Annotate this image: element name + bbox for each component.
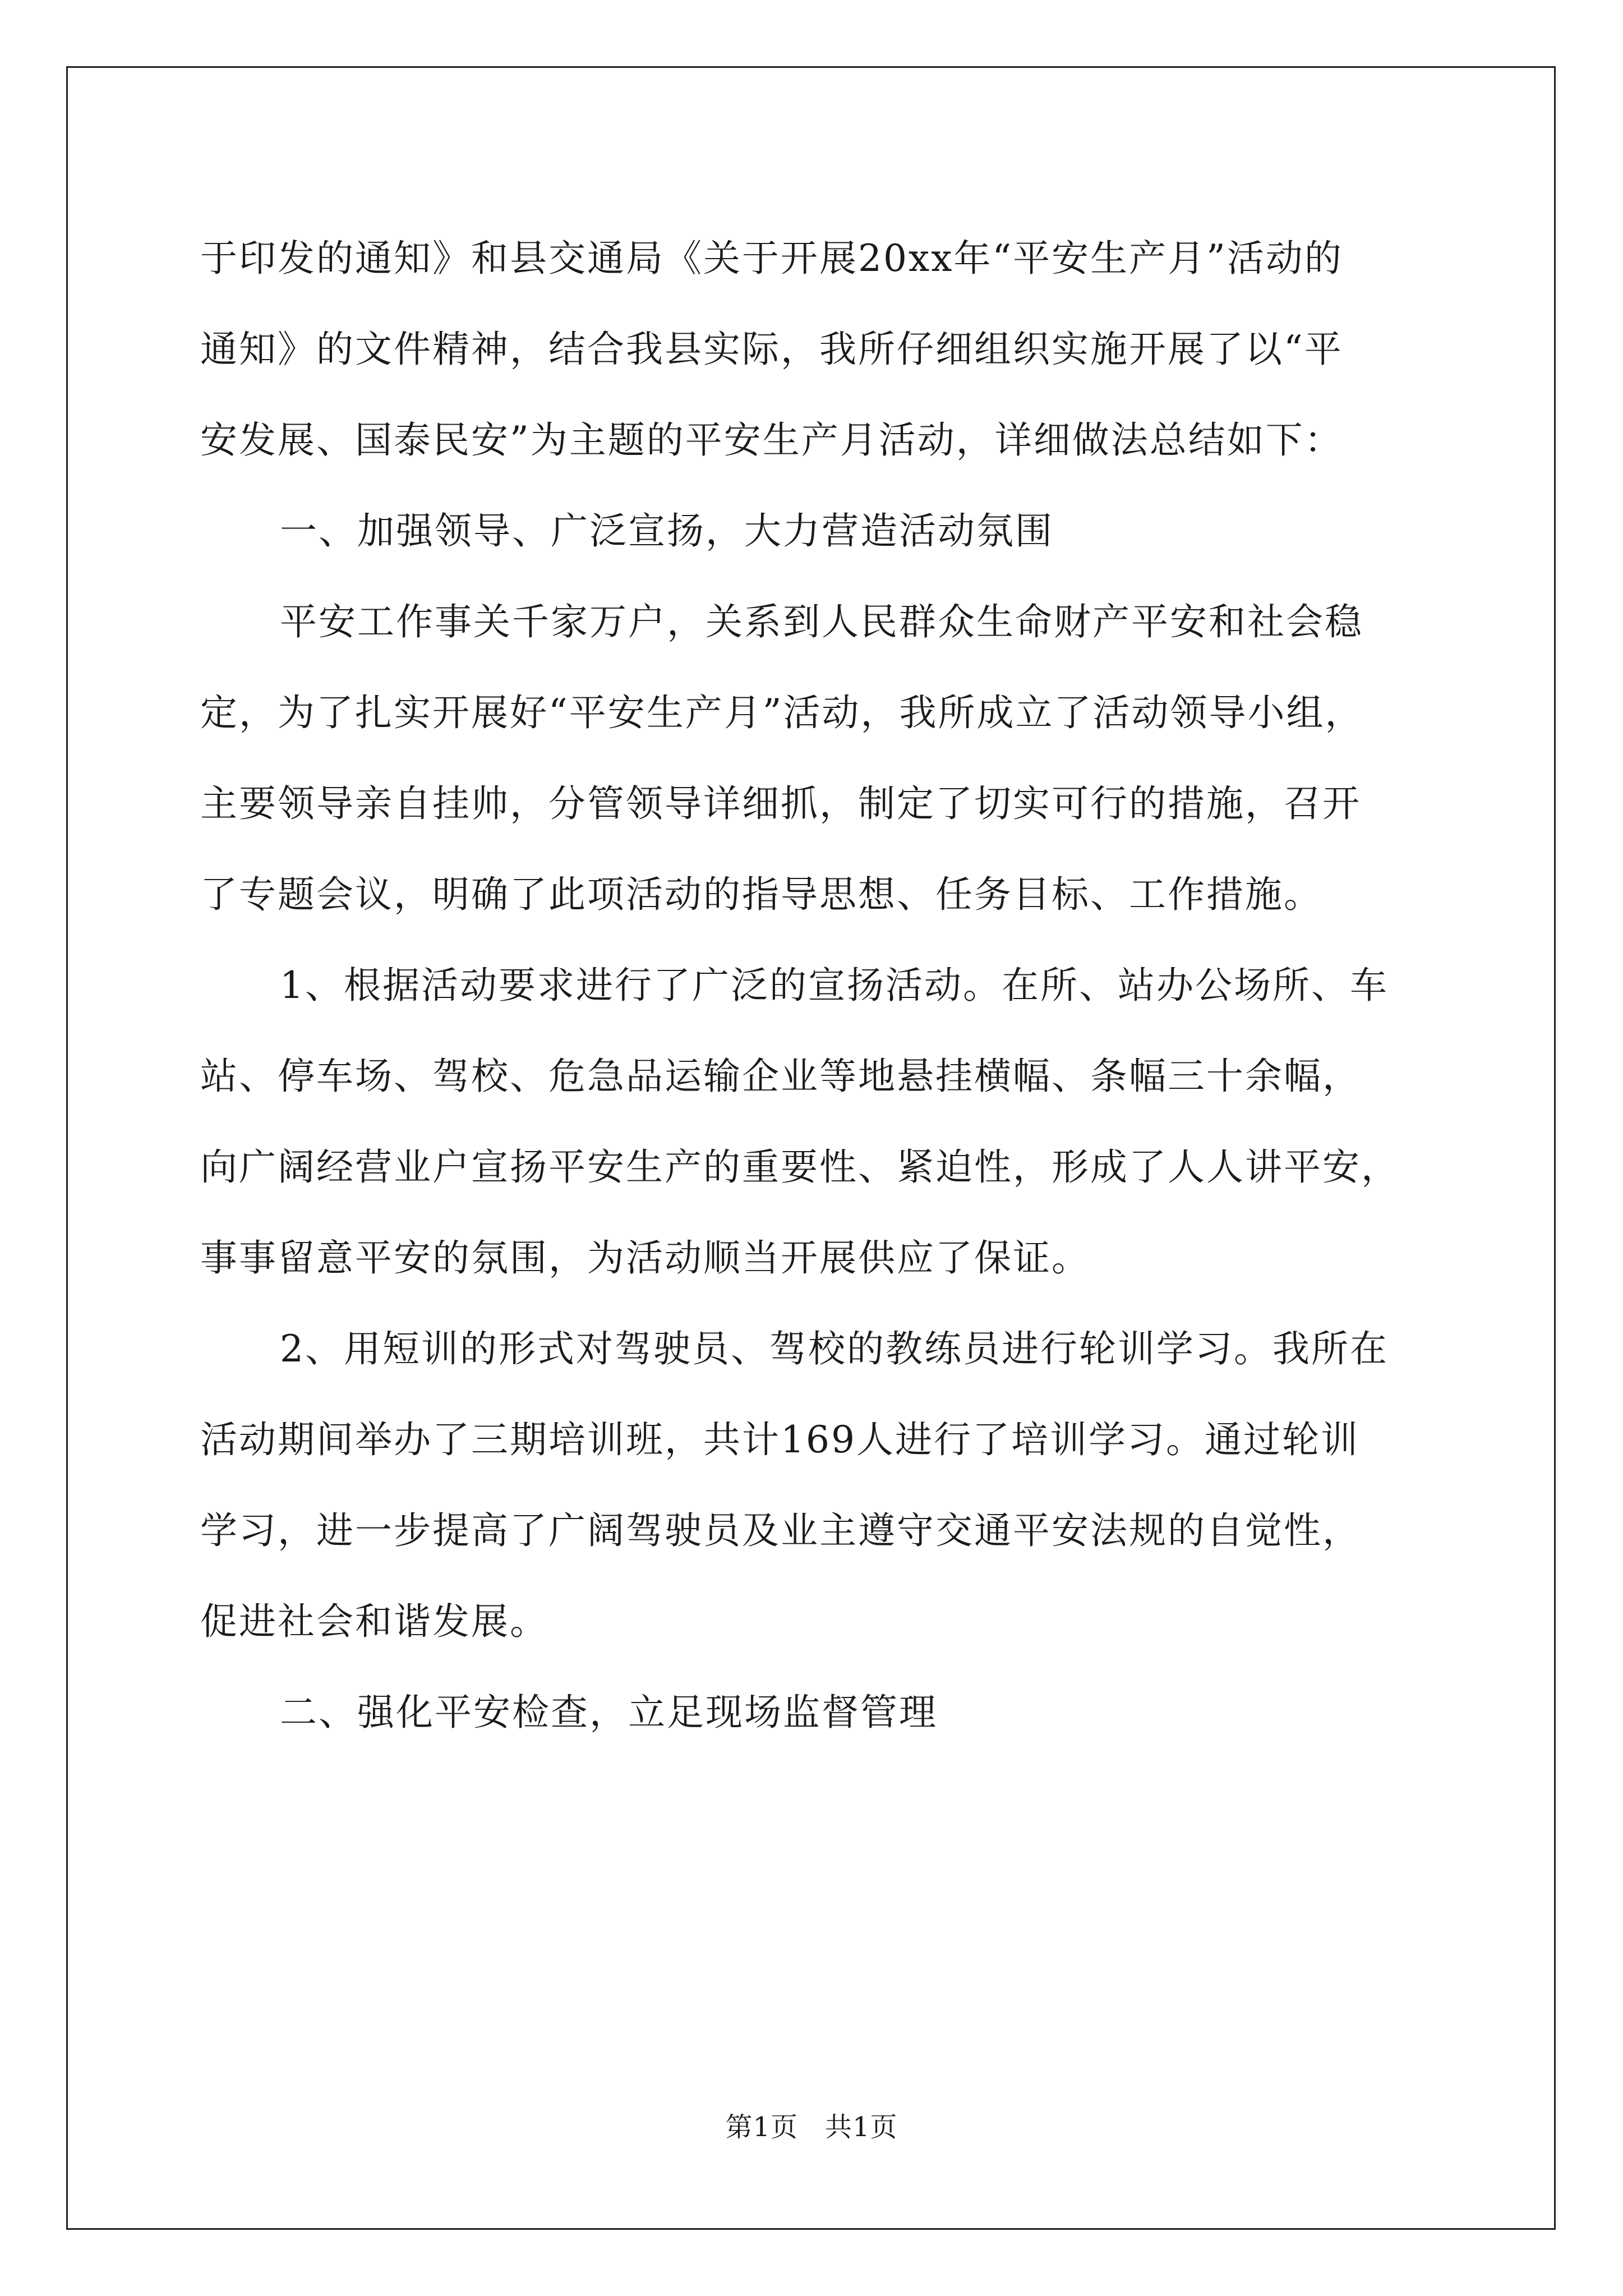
document-body (200, 213, 1423, 1758)
body-line: 向广阔经营业户宣扬平安生产的重要性、紧迫性，形成了人人讲平安， (200, 1145, 1400, 1189)
body-line: 平安工作事关千家万户，关系到人民群众生命财产平安和社会稳 (280, 600, 1363, 643)
body-line: 主要领导亲自挂帅，分管领导详细抓，制定了切实可行的措施，召开 (200, 782, 1361, 825)
body-line: 促进社会和谐发展。 (200, 1600, 548, 1643)
body-line: 学习，进一步提高了广阔驾驶员及业主遵守交通平安法规的自觉性， (200, 1509, 1361, 1552)
body-line: 站、停车场、驾校、危急品运输企业等地悬挂横幅、条幅三十余幅， (200, 1055, 1361, 1098)
body-line: 通知》的文件精神，结合我县实际，我所仔细组织实施开展了以“平 (200, 328, 1343, 371)
body-line: 事事留意平安的氛围，为活动顺当开展供应了保证。 (200, 1236, 1090, 1280)
page-footer (0, 2110, 1623, 2144)
body-line: 安发展、国泰民安”为主题的平安生产月活动，详细做法总结如下： (200, 418, 1343, 462)
body-line: 活动期间举办了三期培训班，共计169人进行了培训学习。通过轮训 (200, 1418, 1359, 1461)
body-line: 了专题会议，明确了此项活动的指导思想、任务目标、工作措施。 (200, 873, 1322, 916)
body-line: 2、用短训的形式对驾驶员、驾校的教练员进行轮训学习。我所在 (280, 1327, 1389, 1370)
body-line: 于印发的通知》和县交通局《关于开展20xx年“平安生产月”活动的 (200, 237, 1343, 280)
page-number: 第1页 (725, 2111, 798, 2143)
page-total: 共1页 (825, 2111, 898, 2143)
body-line: 1、根据活动要求进行了广泛的宣扬活动。在所、站办公场所、车 (280, 964, 1389, 1007)
section-heading: 二、强化平安检查，立足现场监督管理 (280, 1691, 938, 1734)
section-heading: 一、加强领导、广泛宣扬，大力营造活动氛围 (280, 509, 1054, 553)
body-line: 定，为了扎实开展好“平安生产月”活动，我所成立了活动领导小组， (200, 691, 1364, 734)
